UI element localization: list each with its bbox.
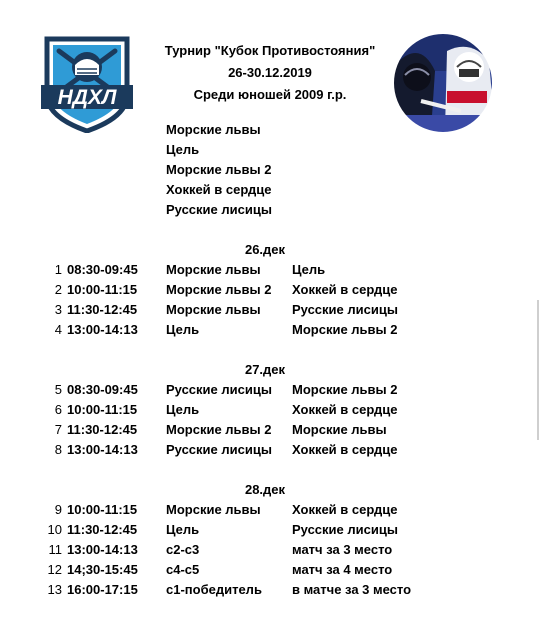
game-number: 3 (54, 302, 62, 317)
team-name: Русские лисицы (166, 202, 272, 217)
home-team: с1-победитель (166, 582, 262, 597)
away-team: Хоккей в сердце (292, 502, 398, 517)
home-team: Цель (166, 402, 200, 417)
game-time: 11:30-12:45 (67, 302, 138, 317)
away-team: Морские львы 2 (292, 322, 398, 337)
schedule-row (0, 260, 539, 280)
team-name: Цель (166, 142, 200, 157)
away-team: Хоккей в сердце (292, 402, 398, 417)
tournament-dates: 26-30.12.2019 (228, 65, 312, 80)
home-team: Цель (166, 322, 200, 337)
game-time: 13:00-14:13 (67, 542, 138, 557)
game-time: 14;30-15:45 (67, 562, 138, 577)
home-team: Морские львы (166, 502, 261, 517)
game-number: 7 (54, 422, 62, 437)
home-team: с2-с3 (166, 542, 200, 557)
game-number: 11 (48, 542, 62, 557)
away-team: Хоккей в сердце (292, 442, 398, 457)
game-time: 13:00-14:13 (67, 322, 138, 337)
schedule-row (0, 540, 539, 560)
game-time: 08:30-09:45 (67, 382, 138, 397)
schedule-row (0, 300, 539, 320)
game-number: 8 (54, 442, 62, 457)
home-team: Морские львы 2 (166, 282, 272, 297)
game-number: 1 (54, 262, 62, 277)
team-list (166, 120, 272, 220)
svg-text:НДХЛ: НДХЛ (57, 86, 117, 109)
schedule-row (0, 440, 539, 460)
hockey-players-photo (391, 31, 495, 135)
game-time: 13:00-14:13 (67, 442, 138, 457)
game-time: 16:00-17:15 (67, 582, 138, 597)
schedule-row (0, 520, 539, 540)
schedule-row (0, 420, 539, 440)
schedule-row (0, 500, 539, 520)
schedule-row (0, 560, 539, 580)
away-team: матч за 3 место (292, 542, 393, 557)
schedule-row (0, 400, 539, 420)
game-number: 6 (54, 402, 62, 417)
away-team: Русские лисицы (292, 522, 398, 537)
schedule-row (0, 380, 539, 400)
away-team: Хоккей в сердце (292, 282, 398, 297)
game-number: 2 (54, 282, 62, 297)
game-time: 11:30-12:45 (67, 522, 138, 537)
game-time: 08:30-09:45 (67, 262, 138, 277)
home-team: с4-с5 (166, 562, 200, 577)
away-team: матч за 4 место (292, 562, 393, 577)
away-team: Морские львы 2 (292, 382, 398, 397)
away-team: Русские лисицы (292, 302, 398, 317)
game-time: 10:00-11:15 (67, 402, 138, 417)
day-heading: 26.дек (244, 242, 286, 257)
day-heading: 27.дек (244, 362, 286, 377)
team-name: Морские львы (166, 122, 261, 137)
home-team: Морские львы 2 (166, 422, 272, 437)
schedule-row (0, 580, 539, 600)
home-team: Русские лисицы (166, 442, 272, 457)
tournament-header (150, 40, 390, 106)
game-time: 10:00-11:15 (67, 282, 138, 297)
game-number: 4 (54, 322, 62, 337)
away-team: Цель (292, 262, 326, 277)
schedule-row (0, 280, 539, 300)
away-team: Морские львы (292, 422, 387, 437)
home-team: Морские львы (166, 262, 261, 277)
game-number: 13 (47, 582, 62, 597)
game-number: 9 (54, 502, 62, 517)
away-team: в матче за 3 место (292, 582, 412, 597)
game-number: 10 (47, 522, 62, 537)
game-number: 5 (54, 382, 62, 397)
home-team: Русские лисицы (166, 382, 272, 397)
league-logo (39, 33, 135, 133)
game-time: 11:30-12:45 (67, 422, 138, 437)
game-number: 12 (47, 562, 62, 577)
day-heading: 28.дек (244, 482, 286, 497)
tournament-title: Турнир "Кубок Противостояния" (164, 43, 376, 58)
home-team: Морские львы (166, 302, 261, 317)
home-team: Цель (166, 522, 200, 537)
schedule-row (0, 320, 539, 340)
game-time: 10:00-11:15 (67, 502, 138, 517)
tournament-category: Среди юношей 2009 г.р. (193, 87, 347, 102)
team-name: Морские львы 2 (166, 162, 272, 177)
team-name: Хоккей в сердце (166, 182, 272, 197)
